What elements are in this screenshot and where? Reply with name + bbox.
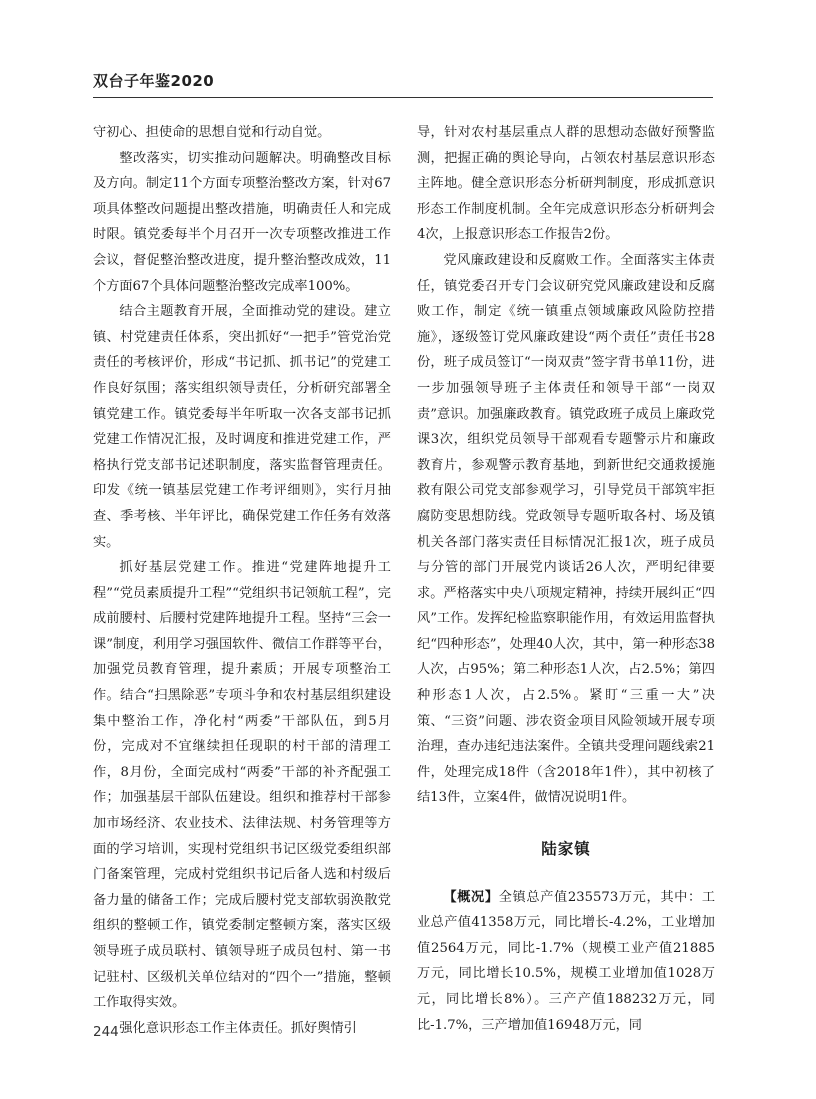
paragraph: 整改落实，切实推动问题解决。明确整改目标及方向。制定11个方面专项整治整改方案，针对67项具体整改问题提出整改措施，明确责任人和完成时限。镇党委每半个月召开一次专项整改推进工作会议，督促整治整改进度，提升整治整改成效，11个方面67个具体问题整治整改完成率100%。 bbox=[93, 150, 391, 294]
left-column bbox=[93, 120, 391, 1041]
overview-text: 全镇总产值235573万元，其中：工业总产值41358万元，同比增长-4.2%，工业增加值2564万元，同比-1.7%（规模工业产值21885万元，同比增长10.5%，规模工业增加值1028万元，同比增长8%）。三产产值188232万元，同比-1.7%，三产增加值16948万元，同 bbox=[417, 889, 716, 1033]
overview-paragraph bbox=[417, 885, 715, 1039]
header-title: 双台子年鉴2020 bbox=[93, 72, 215, 90]
paragraph: 抓好基层党建工作。推进“党建阵地提升工程”“党员素质提升工程”“党组织书记领航工程”，完成前腰村、后腰村党建阵地提升工程。坚持“三会一课”制度，利用学习强国软件、微信工作群等平台，加强党员教育管理，提升素质；开展专项整治工作。结合“扫黑除恶”专项斗争和农村基层组织建设集中整治工作，净化村“两委”干部队伍，到5月份，完成对不宜继续担任现职的村干部的清理工作，8月份，全面完成村“两委”干部的补齐配强工作；加强基层干部队伍建设。组织和推荐村干部参加市场经济、农业技术、法律法规、村务管理等方面的学习培训，实现村党组织书记区级党委组织部门备案管理，完成村党组织书记后备人选和村级后备力量的储备工作；完成后腰村党支部软弱涣散党组织的整顿工作，镇党委制定整顿方案，落实区级领导班子成员联村、镇领导班子成员包村、第一书记驻村、区级机关单位结对的“四个一”措施，整顿工作取得实效。 bbox=[93, 560, 391, 1011]
paragraph: 强化意识形态工作主体责任。抓好舆情引 bbox=[119, 1020, 357, 1036]
paragraph: 守初心、担使命的思想自觉和行动自觉。 bbox=[93, 125, 331, 140]
page-number: 244 bbox=[93, 1024, 119, 1040]
section-title: 陆家镇 bbox=[541, 840, 591, 859]
header-divider bbox=[93, 97, 713, 98]
overview-tag: 【概况】 bbox=[443, 889, 499, 905]
paragraph: 结合主题教育开展，全面推动党的建设。建立镇、村党建责任体系，突出抓好“一把手”管党治党责任的考核评价，形成“书记抓、抓书记”的党建工作良好氛围；落实组织领导责任，分析研究部署全镇党建工作。镇党委每半年听取一次各支部书记抓党建工作情况汇报，及时调度和推进党建工作，严格执行党支部书记述职制度，落实监督管理责任。印发《统一镇基层党建工作考评细则》，实行月抽查、季考核、半年评比，确保党建工作任务有效落实。 bbox=[93, 304, 391, 550]
paragraph: 党风廉政建设和反腐败工作。全面落实主体责任，镇党委召开专门会议研究党风廉政建设和反腐败工作，制定《统一镇重点领域廉政风险防控措施》，逐级签订党风廉政建设“两个责任”责任书28份，班子成员签订“一岗双责”签字背书单11份，进一步加强领导班子主体责任和领导干部“一岗双责”意识。加强廉政教育。镇党政班子成员上廉政党课3次，组织党员领导干部观看专题警示片和廉政教育片，参观警示教育基地，到新世纪交通救援施救有限公司党支部参观学习，引导党员干部筑牢拒腐防变思想防线。党政领导专题听取各村、场及镇机关各部门落实责任目标情况汇报1次，班子成员与分管的部门开展党内谈话26人次，严明纪律要求。严格落实中央八项规定精神，持续开展纠正“四风”工作。发挥纪检监察职能作用，有效运用监督执纪“四种形态”，处理40人次，其中，第一种形态38人次，占95%；第二种形态1人次，占2.5%；第四种形态1人次，占2.5%。紧盯“三重一大”决策、“三资”问题、涉农资金项目风险领域开展专项治理，查办违纪违法案件。全镇共受理问题线索21件，处理完成18件（含2018年1件），其中初核了结13件，立案4件，做情况说明1件。 bbox=[417, 252, 715, 806]
paragraph: 导，针对农村基层重点人群的思想动态做好预警监测，把握正确的舆论导向，占领农村基层意识形态主阵地。健全意识形态分析研判制度，形成抓意识形态工作制度机制。全年完成意识形态分析研判会4次，上报意识形态工作报告2份。 bbox=[417, 125, 715, 243]
right-column bbox=[417, 120, 715, 1038]
